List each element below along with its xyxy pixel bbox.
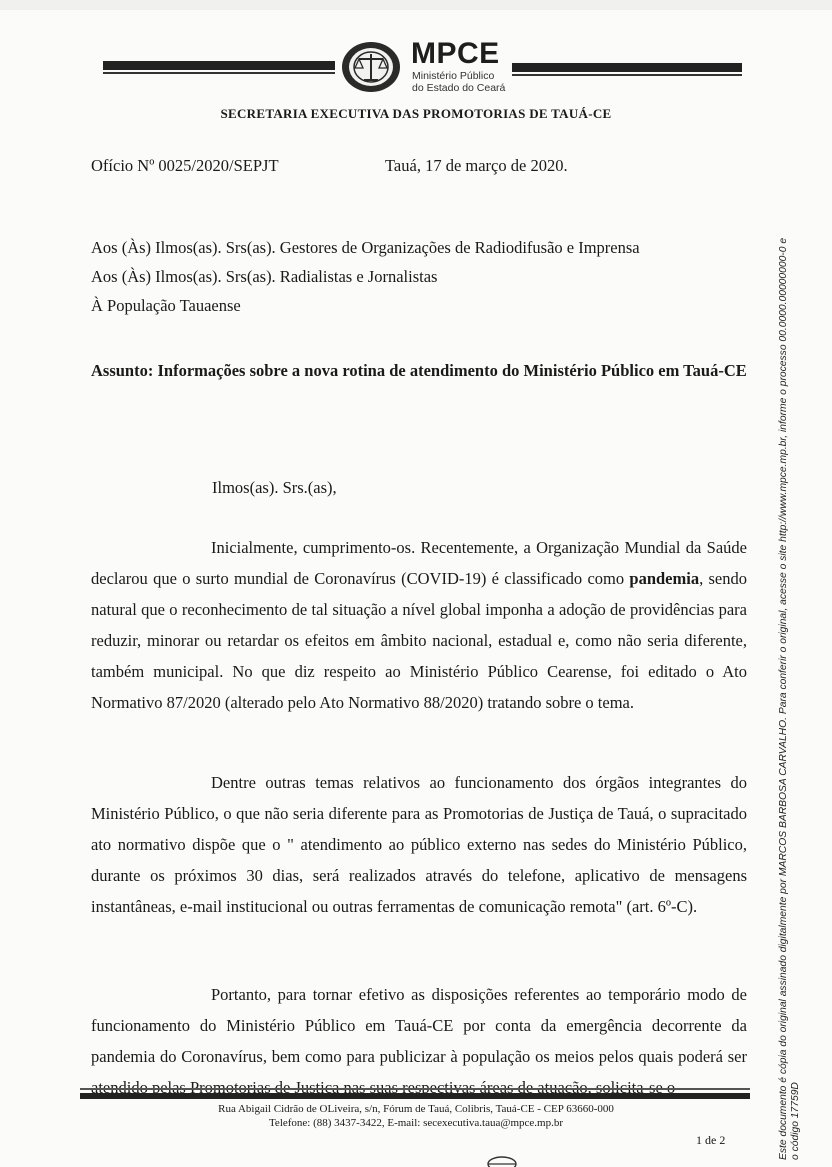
paragraph-text: Inicialmente, cumprimento-os. Recentemente, a Organização Mundial da Saúde declarou que o surto mundial de Coronavírus (COVID-19) é classificado como xyxy=(91,538,747,588)
logo-subtitle-line-1: Ministério Público xyxy=(412,70,495,82)
stamp-line-2: o código 17759D xyxy=(790,1082,801,1160)
document-number: Ofício Nº 0025/2020/SEPJT xyxy=(91,156,279,175)
page-seal-mark-icon xyxy=(486,1155,518,1167)
addressee-line: Aos (Às) Ilmos(as). Srs(as). Gestores de Organizações de Radiodifusão e Imprensa xyxy=(91,238,640,257)
addressee-line: Aos (Às) Ilmos(as). Srs(as). Radialistas e Jornalistas xyxy=(91,267,438,286)
department-heading: SECRETARIA EXECUTIVA DAS PROMOTORIAS DE TAUÁ-CE xyxy=(220,106,612,121)
stamp-line-1: Este documento é cópia do original assinado digitalmente por MARCOS BARBOSA CARVALHO. Para conferir o original, acesse o site http://www.mpce.mp.br, informe o processo 00.0000.00000000-0 e xyxy=(778,237,789,1160)
footer-address: Rua Abigail Cidrão de OLiveira, s/n, Fórum de Tauá, Colibris, Tauá-CE - CEP 63660-000 xyxy=(218,1103,614,1115)
page-number: 1 de 2 xyxy=(696,1133,726,1147)
footer-contact: Telefone: (88) 3437-3422, E-mail: secexecutiva.taua@mpce.mp.br xyxy=(268,1117,564,1129)
logo-title: MPCE xyxy=(411,37,500,70)
paragraph-text: , sendo natural que o reconhecimento de tal situação a nível global imponha a adoção de providências para reduzir, minorar ou retardar os efeitos em âmbito nacional, estadual e, como não seria diferente, também municipal. No que diz respeito ao Ministério Público Cearense, foi editado o Ato Normativo 87/2020 (alterado pelo Ato Normativo 88/2020) tratando sobre o tema. xyxy=(91,569,748,712)
scales-of-justice-emblem-icon xyxy=(340,40,402,94)
body-paragraph-2: Dentre outras temas relativos ao funcionamento dos órgãos integrantes do Ministério Público, o que não seria diferente para as Promotorias de Justiça de Tauá, o supracitado ato normativo dispõe que o " atendimento ao público externo nas sedes do Ministério Público, durante os próximos 30 dias, será realizados através do telefone, aplicativo de mensagens instantâneas, e-mail institucional ou outras ferramentas de comunicação remota" (art. 6º-C). xyxy=(91,773,747,916)
logo-subtitle xyxy=(412,71,505,94)
logo-subtitle-line-2: do Estado do Ceará xyxy=(412,81,506,94)
salutation: Ilmos(as). Srs.(as), xyxy=(212,478,337,497)
mpce-logo xyxy=(340,38,510,94)
header-rule-left xyxy=(103,61,335,70)
body-paragraph-1 xyxy=(91,532,747,718)
document-date: Tauá, 17 de março de 2020. xyxy=(385,156,568,175)
emphasis-pandemia: pandemia xyxy=(629,569,700,588)
body-paragraph-3: Portanto, para tornar efetivo as disposições referentes ao temporário modo de funcionamento do Ministério Público em Tauá-CE por conta da emergência decorrente da pandemia do Coronavírus, bem como para publicizar à população os meios pelos quais poderá ser xyxy=(91,985,747,1066)
footer-rule xyxy=(80,1093,750,1099)
digital-signature-stamp xyxy=(778,100,802,1160)
addressee-line: À População Tauaense xyxy=(91,296,241,315)
page-top-edge xyxy=(0,0,832,10)
subject-line: Assunto: Informações sobre a nova rotina de atendimento do Ministério Público em Tauá-CE xyxy=(91,361,747,380)
header-rule-right xyxy=(512,63,742,72)
